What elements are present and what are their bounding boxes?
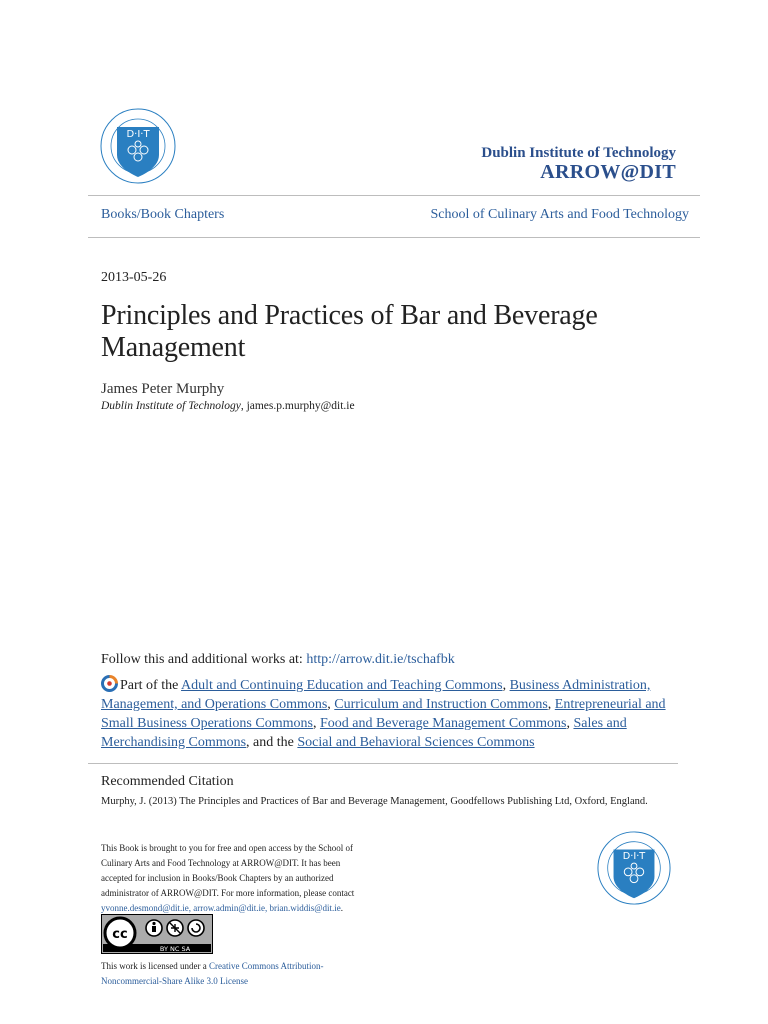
affiliation-separator: , bbox=[240, 400, 247, 412]
divider bbox=[88, 763, 678, 764]
document-title: Principles and Practices of Bar and Beverage Management bbox=[101, 300, 598, 363]
institution-name: Dublin Institute of Technology bbox=[481, 145, 676, 161]
license-statement bbox=[101, 959, 361, 989]
citation-heading: Recommended Citation bbox=[101, 774, 234, 789]
commons-separator: , bbox=[502, 678, 510, 693]
author-email: james.p.murphy@dit.ie bbox=[246, 400, 355, 412]
commons-separator: , bbox=[566, 716, 574, 731]
school-link[interactable]: School of Culinary Arts and Food Technology bbox=[430, 207, 689, 222]
commons-link[interactable]: Sales and Merchandising Commons bbox=[101, 716, 627, 750]
cc-license-badge[interactable] bbox=[101, 914, 213, 954]
dit-logo bbox=[99, 107, 177, 185]
cc-badge-labels: BY NC SA bbox=[159, 945, 191, 953]
follow-line bbox=[101, 652, 455, 668]
commons-link[interactable]: Curriculum and Instruction Commons bbox=[334, 697, 548, 712]
author-affiliation bbox=[101, 400, 355, 412]
follow-url-link[interactable]: http://arrow.dit.ie/tschafbk bbox=[306, 652, 455, 667]
contact-emails-link[interactable]: yvonne.desmond@dit.ie, arrow.admin@dit.ie, brian.widdis@dit.ie bbox=[101, 903, 341, 913]
commons-link[interactable]: Adult and Continuing Education and Teaching Commons bbox=[181, 678, 503, 693]
license-link[interactable]: Creative Commons Attribution-Noncommercial-Share Alike 3.0 License bbox=[101, 961, 324, 986]
notice-text: This Book is brought to you for free and open access by the School of Culinary Arts and Food Technology at ARROW@DIT. It has been accepted for inclusion in Books/Book Chapters by an authorized administrator of ARROW@DIT. For more information, please contact bbox=[101, 843, 355, 898]
part-of-prefix: Part of the bbox=[120, 678, 182, 693]
collection-link[interactable]: Books/Book Chapters bbox=[101, 207, 225, 222]
access-notice bbox=[101, 841, 371, 916]
network-icon bbox=[101, 675, 118, 692]
commons-separator: , bbox=[327, 697, 335, 712]
logo-text: D·I·T bbox=[622, 851, 646, 863]
publication-date: 2013-05-26 bbox=[101, 270, 167, 285]
author-name: James Peter Murphy bbox=[101, 381, 225, 397]
commons-link[interactable]: Entrepreneurial and Small Business Operations Commons bbox=[101, 697, 666, 731]
commons-and-the: , and the bbox=[246, 735, 298, 750]
logo-text: D·I·T bbox=[126, 129, 150, 140]
repository-name[interactable]: ARROW@DIT bbox=[540, 161, 676, 183]
divider bbox=[88, 195, 700, 196]
part-of-commons bbox=[101, 675, 671, 752]
notice-end: . bbox=[340, 903, 343, 913]
commons-separator: , bbox=[312, 716, 320, 731]
commons-link[interactable]: Business Administration, Management, and Operations Commons bbox=[101, 678, 651, 712]
commons-separator: , bbox=[547, 697, 555, 712]
commons-link[interactable]: Food and Beverage Management Commons bbox=[319, 716, 567, 731]
cc-badge-logo-text: cc bbox=[112, 927, 128, 942]
divider bbox=[88, 237, 700, 238]
dit-logo bbox=[596, 830, 672, 906]
license-prefix: This work is licensed under a bbox=[101, 961, 209, 971]
citation-text: Murphy, J. (2013) The Principles and Practices of Bar and Beverage Management, Goodfellows Publishing Ltd, Oxford, England. bbox=[101, 796, 648, 807]
follow-text: Follow this and additional works at: bbox=[101, 652, 307, 667]
commons-link[interactable]: Social and Behavioral Sciences Commons bbox=[297, 735, 535, 750]
affiliation-institution: Dublin Institute of Technology bbox=[101, 400, 241, 412]
